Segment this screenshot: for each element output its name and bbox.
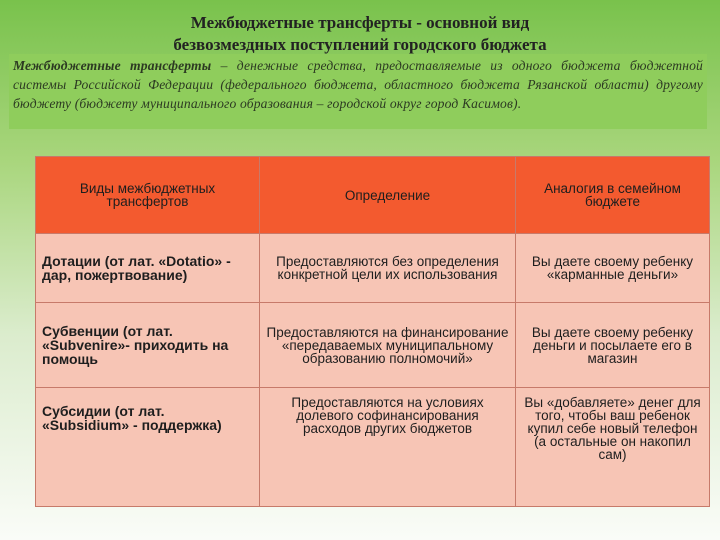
- definition-box: [9, 54, 707, 129]
- table-row: [36, 234, 710, 303]
- header-cell-analogy: Аналогия в семейном бюджете: [516, 157, 710, 234]
- row-analogy-cell: Вы даете своему ребенку «карманные деньги»: [516, 234, 710, 303]
- row-analogy-cell: Вы «добавляете» денег для того, чтобы ваш ребенок купил себе новый телефон (а остальные он накопил сам): [516, 388, 710, 507]
- row-definition-cell: Предоставляются на финансирование «передаваемых муниципальному образованию полномочий»: [260, 303, 516, 388]
- table-row: [36, 303, 710, 388]
- header-cell-definition: Определение: [260, 157, 516, 234]
- definition-term: Межбюджетные трансферты: [13, 58, 212, 73]
- row-analogy-cell: Вы даете своему ребенку деньги и посылаете его в магазин: [516, 303, 710, 388]
- row-definition-cell: Предоставляются на условиях долевого софинансирования расходов других бюджетов: [260, 388, 516, 507]
- row-name-cell: Субвенции (от лат. «Subvenire»- приходить на помощь: [36, 303, 260, 388]
- transfers-table: [35, 156, 710, 507]
- row-name-cell: Дотации (от лат. «Dotatio» - дар, пожертвование): [36, 234, 260, 303]
- page-title-line-1: Межбюджетные трансферты - основной вид: [190, 13, 530, 32]
- row-name-cell: Субсидии (от лат. «Subsidium» - поддержка): [36, 388, 260, 507]
- row-definition-cell: Предоставляются без определения конкретной цели их использования: [260, 234, 516, 303]
- page-title-line-2: безвозмездных поступлений городского бюджета: [173, 35, 547, 54]
- table-header-row: [36, 157, 710, 234]
- header-cell-types: Виды межбюджетных трансфертов: [36, 157, 260, 234]
- definition-text: – денежные средства, предоставляемые из одного бюджета бюджетной системы Российской Федерации (федерального бюджета, областного бюджета Рязанской области) другому бюджету (бюджету муниципального образования – городской округ город Касимов).: [13, 58, 703, 111]
- table-row: [36, 388, 710, 507]
- page-title: [0, 12, 720, 56]
